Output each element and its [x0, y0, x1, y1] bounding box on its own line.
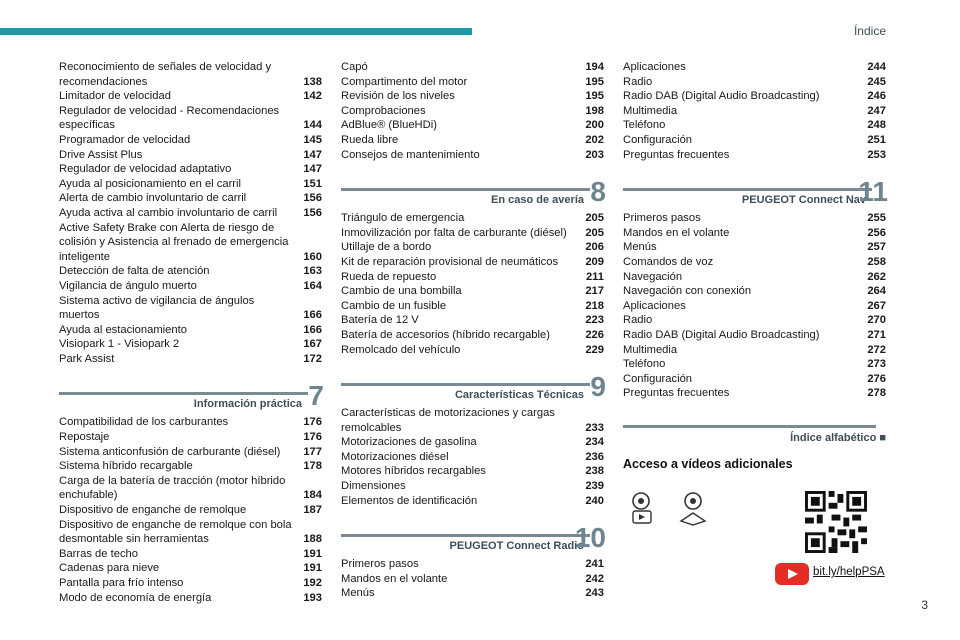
toc-entry[interactable]: [59, 279, 322, 294]
toc-entry[interactable]: [623, 313, 886, 328]
toc-entry-page: 234: [585, 436, 604, 449]
toc-entry-page: 226: [585, 328, 604, 341]
toc-entry-title: Aplicaciones: [623, 299, 686, 312]
toc-entry-page: 177: [303, 445, 322, 458]
toc-entry-page: 191: [303, 562, 322, 575]
toc-entry-title: Radio: [623, 75, 653, 88]
toc-entry-page: 195: [585, 90, 604, 103]
toc-entry-page: 200: [585, 119, 604, 132]
toc-entry[interactable]: [341, 211, 604, 226]
toc-entry-page: 242: [585, 572, 604, 585]
toc-entry[interactable]: [341, 572, 604, 587]
section-rule: [59, 392, 308, 395]
toc-entry-page: 236: [585, 450, 604, 463]
toc-entry-title: Preguntas frecuentes: [623, 148, 730, 161]
toc-entry[interactable]: [623, 284, 886, 299]
toc-entry[interactable]: [623, 386, 886, 401]
toc-entry[interactable]: [623, 118, 886, 133]
toc-entry[interactable]: [341, 479, 604, 494]
toc-entry-title: Revisión de los niveles: [341, 90, 455, 103]
toc-entry[interactable]: [341, 435, 604, 450]
toc-entry[interactable]: [59, 576, 322, 591]
section-header: [59, 382, 322, 415]
toc-entry-page: 188: [303, 533, 322, 546]
toc-entry-page: 176: [303, 416, 322, 429]
toc-entry[interactable]: [341, 328, 604, 343]
section-title: PEUGEOT Connect Radio: [446, 539, 584, 554]
toc-entry-title: Características de motorizaciones y cargas remolcables: [341, 407, 555, 434]
toc-entry-title: Configuración: [623, 372, 693, 385]
toc-list: [341, 557, 604, 601]
toc-entry-page: 164: [303, 279, 322, 292]
toc-entry-title: Vigilancia de ángulo muerto: [59, 279, 197, 292]
toc-list: [341, 60, 604, 162]
toc-column-3: [623, 60, 886, 593]
toc-entry-title: Cadenas para nieve: [59, 562, 160, 575]
toc-entry-page: 244: [867, 61, 886, 73]
toc-sections: [341, 178, 604, 601]
toc-entry[interactable]: [59, 221, 322, 265]
toc-entry-title: Motorizaciones diésel: [341, 450, 449, 463]
toc-entry-title: Consejos de mantenimiento: [341, 148, 480, 161]
toc-entry-title: Teléfono: [623, 358, 666, 371]
toc-list: [623, 60, 886, 162]
toc-entry[interactable]: [623, 60, 886, 75]
toc-entry-page: 205: [585, 226, 604, 239]
toc-entry-title: Reconocimiento de señales de velocidad y recomendaciones: [59, 61, 272, 88]
toc-entry-page: 206: [585, 241, 604, 254]
section-number: 9: [590, 371, 606, 403]
toc-entry-title: Utillaje de a bordo: [341, 241, 432, 254]
toc-entry-title: Multimedia: [623, 104, 678, 117]
toc-entry-title: Radio DAB (Digital Audio Broadcasting): [623, 328, 820, 341]
toc-entry-title: Kit de reparación provisional de neumáticos: [341, 255, 559, 268]
toc-entry-title: Menús: [341, 587, 375, 600]
section-header: [341, 178, 604, 211]
toc-entry-title: Motores híbridos recargables: [341, 465, 486, 478]
toc-entry-title: Drive Assist Plus: [59, 148, 143, 161]
toc-entry[interactable]: [341, 148, 604, 163]
toc-entry-page: 247: [867, 104, 886, 117]
toc-entry-page: 238: [585, 465, 604, 478]
toc-list: [341, 406, 604, 508]
toc-entry[interactable]: [59, 206, 322, 221]
section-rule: [341, 188, 590, 191]
section-title: Características Técnicas: [451, 388, 584, 403]
toc-entry-page: 138: [303, 75, 322, 88]
toc-entry[interactable]: [341, 586, 604, 601]
help-video-link[interactable]: bit.ly/helpPSA: [813, 566, 885, 579]
toc-entry[interactable]: [59, 60, 322, 89]
toc-entry-title: Configuración: [623, 133, 693, 146]
toc-entry-page: 276: [867, 372, 886, 385]
toc-entry[interactable]: [341, 133, 604, 148]
toc-entry-title: Regulador de velocidad - Recomendaciones específicas: [59, 104, 280, 132]
toc-entry[interactable]: [341, 313, 604, 328]
toc-entry-page: 203: [585, 148, 604, 161]
toc-entry[interactable]: [59, 191, 322, 206]
toc-entry-title: Detección de falta de atención: [59, 265, 210, 278]
toc-entry-page: 147: [303, 148, 322, 161]
toc-entry[interactable]: [623, 133, 886, 148]
toc-entry-page: 239: [585, 480, 604, 493]
toc-entry[interactable]: [59, 352, 322, 367]
alphabetical-index-header[interactable]: [623, 417, 886, 445]
toc-entry-page: 251: [867, 133, 886, 146]
videos-panel: [623, 483, 886, 593]
toc-entry-title: Limitador de velocidad: [59, 90, 171, 103]
header-index-label: Índice: [853, 24, 886, 38]
toc-list: [59, 60, 322, 366]
toc-entry-title: Comandos de voz: [623, 255, 714, 268]
toc-entry-title: Comprobaciones: [341, 104, 426, 117]
toc-entry[interactable]: [341, 299, 604, 314]
toc-entry-page: 245: [867, 75, 886, 88]
toc-entry-page: 256: [867, 226, 886, 239]
toc-entry-title: Aplicaciones: [623, 61, 686, 73]
toc-entry-page: 178: [303, 460, 322, 473]
toc-entry-page: 184: [303, 489, 322, 502]
toc-entry-title: Capó: [341, 61, 368, 73]
toc-entry-title: Alerta de cambio involuntario de carril: [59, 192, 247, 205]
toc-entry[interactable]: [341, 89, 604, 104]
toc-list: [623, 211, 886, 401]
toc-entry-page: 151: [303, 177, 322, 190]
toc-entry[interactable]: [623, 211, 886, 226]
toc-entry[interactable]: [341, 284, 604, 299]
toc-entry[interactable]: [341, 60, 604, 75]
toc-entry[interactable]: [59, 445, 322, 460]
toc-entry-page: 195: [585, 75, 604, 88]
toc-entry-page: 160: [303, 250, 322, 263]
toc-entry[interactable]: [59, 294, 322, 323]
videos-heading: Acceso a vídeos adicionales: [623, 456, 793, 471]
toc-entry-title: Dispositivo de enganche de remolque con bola desmontable sin herramientas: [59, 518, 292, 546]
toc-entry[interactable]: [623, 328, 886, 343]
toc-list: [59, 415, 322, 605]
toc-entry[interactable]: [59, 162, 322, 177]
toc-entry-title: Ayuda al posicionamiento en el carril: [59, 177, 242, 190]
toc-entry-page: 240: [585, 494, 604, 507]
toc-entry-page: 147: [303, 163, 322, 176]
toc-entry[interactable]: [59, 133, 322, 148]
section-rule: [341, 534, 590, 537]
toc-entry[interactable]: [59, 264, 322, 279]
toc-entry-page: 270: [867, 314, 886, 327]
toc-entry-page: 166: [303, 309, 322, 322]
toc-entry-page: 248: [867, 119, 886, 132]
toc-entry-page: 253: [867, 148, 886, 161]
toc-entry-title: Active Safety Brake con Alerta de riesgo de colisión y Asistencia al frenado de emergencia inteligente: [59, 221, 289, 263]
toc-entry-page: 156: [303, 206, 322, 219]
toc-entry-page: 271: [867, 328, 886, 341]
toc-entry-title: Sistema híbrido recargable: [59, 460, 193, 473]
toc-entry[interactable]: [59, 503, 322, 518]
toc-entry[interactable]: [59, 104, 322, 133]
toc-entry[interactable]: [59, 148, 322, 163]
toc-entry[interactable]: [59, 430, 322, 445]
toc-entry-title: Menús: [623, 241, 657, 254]
toc-entry-page: 257: [867, 241, 886, 254]
section-rule: [623, 188, 872, 191]
toc-entry[interactable]: [623, 104, 886, 119]
toc-entry-title: Remolcado del vehículo: [341, 343, 461, 356]
toc-entry-page: 246: [867, 90, 886, 103]
toc-entry-title: Repostaje: [59, 431, 110, 444]
toc-entry[interactable]: [59, 518, 322, 547]
toc-entry-title: Ayuda al estacionamiento: [59, 323, 187, 336]
toc-entry[interactable]: [59, 459, 322, 474]
section-header: [341, 373, 604, 406]
toc-entry-page: 145: [303, 133, 322, 146]
section-rule: [623, 425, 876, 428]
toc-entry-title: Radio DAB (Digital Audio Broadcasting): [623, 90, 820, 103]
toc-entry[interactable]: [623, 372, 886, 387]
toc-list: [341, 211, 604, 357]
toc-entry[interactable]: [59, 337, 322, 352]
toc-entry-page: 211: [585, 270, 604, 283]
toc-entry-title: Batería de 12 V: [341, 314, 419, 327]
toc-entry[interactable]: [341, 118, 604, 133]
toc-entry-title: Mandos en el volante: [623, 226, 730, 239]
section-number: 7: [308, 380, 324, 412]
toc-entry-page: 272: [867, 343, 886, 356]
toc-entry-title: Sistema anticonfusión de carburante (diésel): [59, 445, 281, 458]
toc-entry[interactable]: [341, 240, 604, 255]
toc-entry[interactable]: [59, 323, 322, 338]
toc-entry-page: 264: [867, 285, 886, 298]
toc-column-1: [59, 60, 322, 605]
toc-entry[interactable]: [341, 464, 604, 479]
toc-entry[interactable]: [623, 255, 886, 270]
toc-entry[interactable]: [623, 89, 886, 104]
toc-entry-title: Rueda de repuesto: [341, 270, 437, 283]
toc-entry-page: 142: [303, 90, 322, 103]
toc-entry-title: Preguntas frecuentes: [623, 387, 730, 400]
toc-entry-title: Cambio de un fusible: [341, 299, 447, 312]
toc-entry-title: Sistema activo de vigilancia de ángulos muertos: [59, 294, 255, 322]
toc-entry-page: 241: [585, 558, 604, 571]
toc-entry[interactable]: [341, 255, 604, 270]
toc-entry-title: Mandos en el volante: [341, 572, 448, 585]
toc-entry[interactable]: [341, 226, 604, 241]
toc-entry[interactable]: [341, 75, 604, 90]
toc-entry[interactable]: [341, 343, 604, 358]
toc-entry-title: Regulador de velocidad adaptativo: [59, 163, 232, 176]
section-title: En caso de avería: [487, 193, 584, 208]
toc-entry-page: 194: [585, 61, 604, 73]
toc-entry[interactable]: [59, 547, 322, 562]
toc-entry[interactable]: [341, 557, 604, 572]
section-number: 10: [574, 522, 606, 554]
section-header: [623, 178, 886, 211]
toc-entry-page: 202: [585, 133, 604, 146]
toc-entry-page: 167: [303, 338, 322, 351]
section-number: 11: [858, 176, 888, 208]
toc-entry-title: Dispositivo de enganche de remolque: [59, 504, 247, 517]
toc-entry-title: Elementos de identificación: [341, 494, 478, 507]
toc-entry[interactable]: [341, 450, 604, 465]
toc-entry[interactable]: [59, 177, 322, 192]
toc-entry-title: AdBlue® (BlueHDi): [341, 119, 437, 132]
toc-entry-title: Visiopark 1 - Visiopark 2: [59, 338, 180, 351]
section-number: 8: [590, 176, 606, 208]
toc-entry-title: Pantalla para frío intenso: [59, 577, 184, 589]
toc-entry-page: 229: [585, 343, 604, 356]
toc-entry-page: 258: [867, 255, 886, 268]
header-accent-bar: [0, 28, 472, 35]
toc-entry-title: Multimedia: [623, 343, 678, 356]
toc-entry-page: 205: [585, 212, 604, 225]
toc-entry-page: 278: [867, 387, 886, 400]
toc-entry-title: Rueda libre: [341, 133, 399, 146]
tablet-video-icon: [627, 491, 655, 527]
toc-entry[interactable]: [623, 299, 886, 314]
toc-entry-title: Navegación con conexión: [623, 285, 752, 298]
toc-entry[interactable]: [623, 343, 886, 358]
toc-entry-title: Ayuda activa al cambio involuntario de carril: [59, 206, 278, 219]
toc-entry-page: 273: [867, 358, 886, 371]
toc-entry-title: Radio: [623, 314, 653, 327]
alphabetical-index-link[interactable]: Índice alfabético ■: [790, 431, 886, 444]
toc-entry-title: Motorizaciones de gasolina: [341, 436, 477, 449]
toc-entry-title: Compatibilidad de los carburantes: [59, 416, 229, 429]
toc-entry-title: Cambio de una bombilla: [341, 285, 462, 298]
toc-entry[interactable]: [623, 270, 886, 285]
toc-entry-title: Primeros pasos: [341, 558, 419, 571]
toc-entry-page: 176: [303, 431, 322, 444]
page-number: 3: [921, 598, 928, 612]
toc-entry-page: 163: [303, 265, 322, 278]
toc-entry[interactable]: [341, 104, 604, 119]
qr-code-icon: [805, 491, 867, 553]
toc-entry-page: 217: [585, 285, 604, 298]
toc-entry-page: 192: [303, 577, 322, 589]
toc-entry-page: 233: [585, 421, 604, 434]
toc-entry[interactable]: [623, 75, 886, 90]
toc-entry-page: 193: [303, 591, 322, 604]
toc-entry[interactable]: [623, 240, 886, 255]
toc-entry[interactable]: [59, 561, 322, 576]
toc-entry-title: Compartimento del motor: [341, 75, 468, 88]
toc-entry[interactable]: [341, 270, 604, 285]
toc-entry[interactable]: [341, 406, 604, 435]
toc-entry[interactable]: [341, 494, 604, 509]
section-rule: [341, 383, 590, 386]
toc-entry-page: 243: [585, 587, 604, 600]
toc-entry-page: 218: [585, 299, 604, 312]
toc-entry-page: 262: [867, 270, 886, 283]
toc-entry-page: 172: [303, 352, 322, 365]
toc-entry[interactable]: [59, 415, 322, 430]
toc-entry[interactable]: [59, 474, 322, 503]
toc-entry-page: 223: [585, 314, 604, 327]
toc-entry-page: 191: [303, 547, 322, 560]
toc-entry-page: 255: [867, 212, 886, 225]
toc-entry-page: 267: [867, 299, 886, 312]
toc-entry-page: 198: [585, 104, 604, 117]
toc-entry-title: Dimensiones: [341, 480, 406, 493]
toc-entry-title: Batería de accesorios (híbrido recargable): [341, 328, 550, 341]
toc-entry[interactable]: [59, 591, 322, 606]
toc-entry-page: 156: [303, 192, 322, 205]
toc-entry-title: Programador de velocidad: [59, 133, 191, 146]
toc-entry-title: Carga de la batería de tracción (motor híbrido enchufable): [59, 474, 286, 502]
toc-column-2: [341, 60, 604, 601]
toc-entry-title: Inmovilización por falta de carburante (diésel): [341, 226, 567, 239]
toc-entry-page: 144: [303, 119, 322, 132]
toc-entry-title: Primeros pasos: [623, 212, 701, 225]
section-title: PEUGEOT Connect Nav: [738, 193, 866, 208]
toc-entry-page: 187: [303, 504, 322, 517]
toc-entry-page: 166: [303, 323, 322, 336]
toc-entry-title: Triángulo de emergencia: [341, 212, 465, 225]
toc-entry-title: Park Assist: [59, 352, 115, 365]
toc-entry-title: Barras de techo: [59, 547, 138, 560]
toc-entry[interactable]: [623, 357, 886, 372]
toc-entry-page: 209: [585, 255, 604, 268]
youtube-icon[interactable]: [775, 563, 809, 585]
toc-entry-title: Modo de economía de energía: [59, 591, 212, 604]
toc-entry[interactable]: [59, 89, 322, 104]
section-header: [341, 524, 604, 557]
car-video-icon: [679, 491, 707, 527]
section-title: Información práctica: [190, 397, 302, 412]
toc-entry[interactable]: [623, 148, 886, 163]
toc-entry-title: Teléfono: [623, 119, 666, 132]
toc-entry-title: Navegación: [623, 270, 683, 283]
toc-entry[interactable]: [623, 226, 886, 241]
